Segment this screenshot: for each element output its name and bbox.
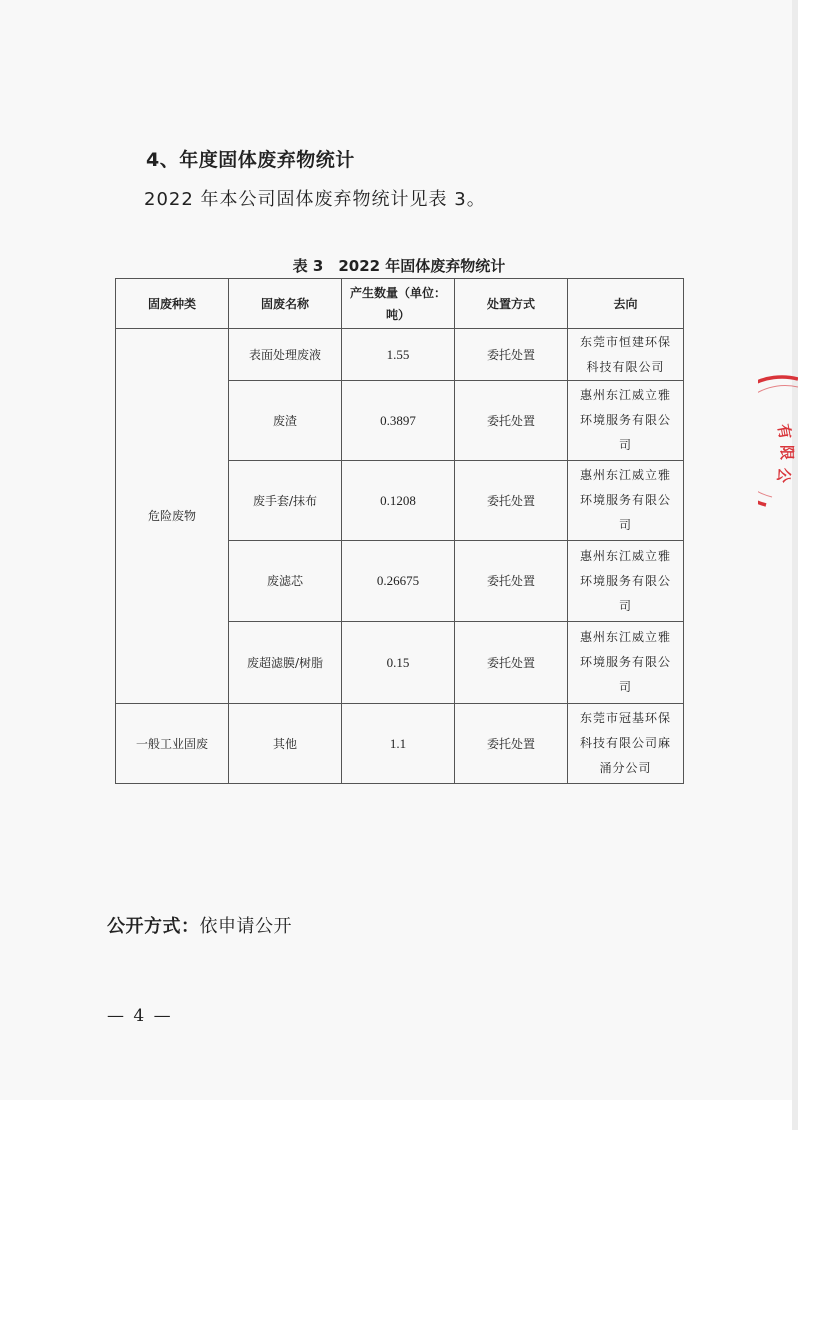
quantity-cell: 0.1208 [342, 461, 455, 541]
header-category: 固废种类 [116, 279, 229, 329]
intro-paragraph: 2022 年本公司固体废弃物统计见表 3。 [144, 189, 486, 210]
header-method: 处置方式 [455, 279, 568, 329]
quantity-cell: 1.1 [342, 704, 455, 784]
method-cell: 委托处置 [455, 704, 568, 784]
company-seal-stamp [758, 375, 798, 510]
header-quantity: 产生数量（单位：吨） [342, 279, 455, 329]
quantity-cell: 0.3897 [342, 381, 455, 461]
method-cell: 委托处置 [455, 541, 568, 622]
svg-text:限: 限 [778, 445, 796, 461]
table-header-row [116, 279, 684, 329]
waste-name-cell: 表面处理废液 [229, 329, 342, 381]
destination-cell: 惠州东江威立雅环境服务有限公司 [568, 461, 684, 541]
destination-cell: 惠州东江威立雅环境服务有限公司 [568, 381, 684, 461]
svg-text:有: 有 [774, 422, 795, 441]
page-edge-shadow [792, 0, 798, 1130]
table-caption: 表 3 2022 年固体废弃物统计 [292, 257, 506, 275]
waste-statistics-table [115, 278, 684, 784]
disclosure-value: 依申请公开 [199, 916, 292, 937]
method-cell: 委托处置 [455, 329, 568, 381]
quantity-cell: 0.26675 [342, 541, 455, 622]
waste-name-cell: 废超滤膜/树脂 [229, 622, 342, 704]
disclosure-line [107, 912, 292, 938]
section-heading: 4、年度固体废弃物统计 [146, 149, 355, 171]
destination-cell: 惠州东江威立雅环境服务有限公司 [568, 622, 684, 704]
method-cell: 委托处置 [455, 461, 568, 541]
destination-cell: 东莞市冠基环保科技有限公司麻涌分公司 [568, 704, 684, 784]
page-number: — 4 — [107, 1006, 173, 1026]
waste-name-cell: 废手套/抹布 [229, 461, 342, 541]
quantity-cell: 0.15 [342, 622, 455, 704]
category-cell: 危险废物 [116, 329, 229, 704]
header-destination: 去向 [568, 279, 684, 329]
waste-name-cell: 废滤芯 [229, 541, 342, 622]
svg-text:公: 公 [773, 466, 794, 485]
table-row [116, 329, 684, 381]
destination-cell: 东莞市恒建环保科技有限公司 [568, 329, 684, 381]
category-cell: 一般工业固废 [116, 704, 229, 784]
table-row [116, 704, 684, 784]
disclosure-label: 公开方式： [107, 916, 200, 937]
method-cell: 委托处置 [455, 622, 568, 704]
destination-cell: 惠州东江威立雅环境服务有限公司 [568, 541, 684, 622]
method-cell: 委托处置 [455, 381, 568, 461]
waste-name-cell: 废渣 [229, 381, 342, 461]
quantity-cell: 1.55 [342, 329, 455, 381]
header-name: 固废名称 [229, 279, 342, 329]
waste-name-cell: 其他 [229, 704, 342, 784]
